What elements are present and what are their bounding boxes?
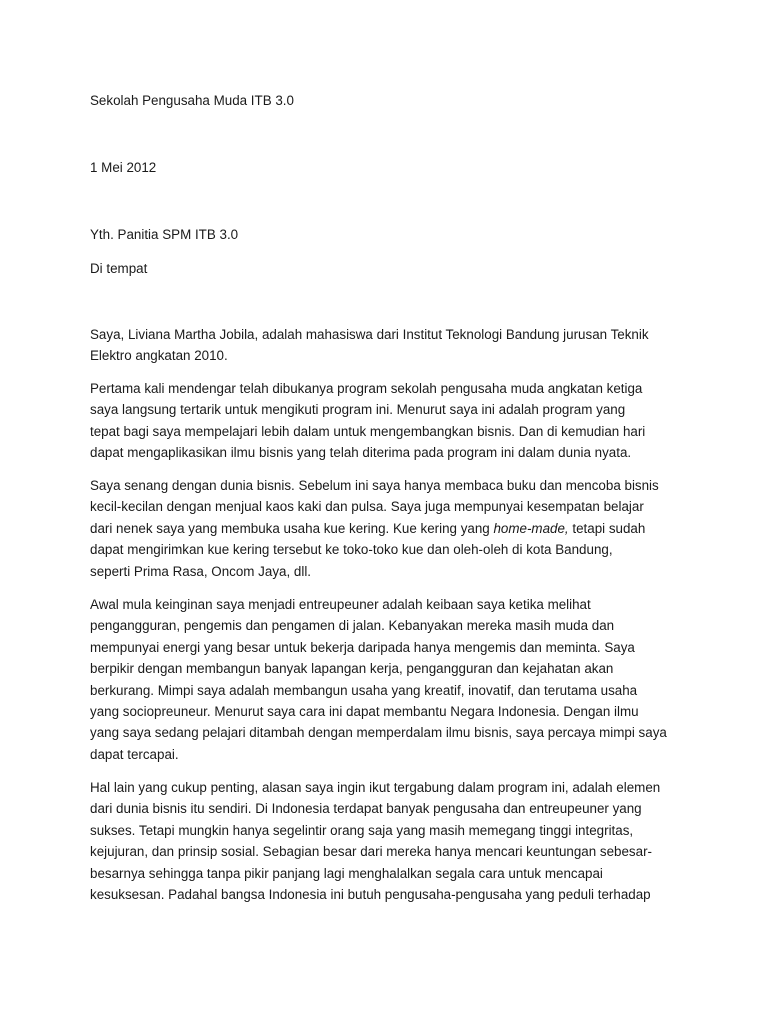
text-line: yang sociopreuneur. Menurut saya cara ini dapat membantu Negara Indonesia. Dengan ilmu xyxy=(90,704,639,720)
paragraph-entrepreneur-origin xyxy=(90,594,690,765)
text-line: tepat bagi saya mempelajari lebih dalam untuk mengembangkan bisnis. Dan di kemudian hari xyxy=(90,423,646,439)
place-line: Di tempat xyxy=(90,261,148,276)
text-line: dapat tercapai. xyxy=(90,746,179,762)
text-line: Saya senang dengan dunia bisnis. Sebelum ini saya hanya membaca buku dan mencoba bisnis xyxy=(90,478,659,493)
text-line: Hal lain yang cukup penting, alasan saya ingin ikut tergabung dalam program ini, adalah elemen xyxy=(90,780,661,795)
text-line: berpikir dengan membangun banyak lapangan kerja, pengangguran dan kejahatan akan xyxy=(90,661,614,677)
text-line: Saya, Liviana Martha Jobila, adalah mahasiswa dari Institut Teknologi Bandung jurusan Teknik xyxy=(90,327,649,342)
paragraph-motivation xyxy=(90,378,690,464)
text-line: yang saya sedang pelajari ditambah dengan memperdalam ilmu bisnis, saya percaya mimpi saya xyxy=(90,725,667,741)
school-name-heading: Sekolah Pengusaha Muda ITB 3.0 xyxy=(90,93,294,108)
letter-date: 1 Mei 2012 xyxy=(90,160,157,175)
text-line: kejujuran, dan prinsip sosial. Sebagian besar dari mereka hanya mencari keuntungan sebesar- xyxy=(90,844,652,860)
text-line: mempunyai energi yang besar untuk bekerja daripada hanya mengemis dan meminta. Saya xyxy=(90,639,635,655)
italic-phrase: home-made, xyxy=(493,520,569,536)
text-line-with-italic xyxy=(90,518,690,539)
paragraph-business-integrity xyxy=(90,777,690,905)
text-segment: dari nenek saya yang membuka usaha kue kering. Kue kering yang xyxy=(90,520,494,536)
text-line: dapat mengaplikasikan ilmu bisnis yang telah diterima pada program ini dalam dunia nyata. xyxy=(90,445,632,461)
recipient-line: Yth. Panitia SPM ITB 3.0 xyxy=(90,227,239,242)
text-line: dari dunia bisnis itu sendiri. Di Indonesia terdapat banyak pengusaha dan entreupeuner yang xyxy=(90,801,642,817)
text-line: besarnya sehingga tanpa pikir panjang lagi menghalalkan segala cara untuk mencapai xyxy=(90,865,603,881)
text-line: Elektro angkatan 2010. xyxy=(90,348,228,364)
text-segment: tetapi sudah xyxy=(568,520,646,536)
text-line: saya langsung tertarik untuk mengikuti program ini. Menurut saya ini adalah program yang xyxy=(90,402,626,418)
text-line: Awal mula keinginan saya menjadi entreupeuner adalah keibaan saya ketika melihat xyxy=(90,597,591,612)
text-line: berkurang. Mimpi saya adalah membangun usaha yang kreatif, inovatif, dan terutama usaha xyxy=(90,682,638,698)
text-line: pengangguran, pengemis dan pengamen di jalan. Kebanyakan mereka masih muda dan xyxy=(90,618,615,634)
text-line: sukses. Tetapi mungkin hanya segelintir orang saja yang masih memegang tinggi integritas, xyxy=(90,822,634,838)
text-line: kesuksesan. Padahal bangsa Indonesia ini butuh pengusaha-pengusaha yang peduli terhadap xyxy=(90,887,651,903)
text-line: kecil-kecilan dengan menjual kaos kaki dan pulsa. Saya juga mempunyai kesempatan belajar xyxy=(90,499,644,515)
text-line: dapat mengirimkan kue kering tersebut ke toko-toko kue dan oleh-oleh di kota Bandung, xyxy=(90,542,613,558)
paragraph-introduction xyxy=(90,324,690,367)
text-line: seperti Prima Rasa, Oncom Jaya, dll. xyxy=(90,563,312,579)
text-line: Pertama kali mendengar telah dibukanya program sekolah pengusaha muda angkatan ketiga xyxy=(90,381,643,396)
paragraph-business-experience xyxy=(90,475,690,582)
